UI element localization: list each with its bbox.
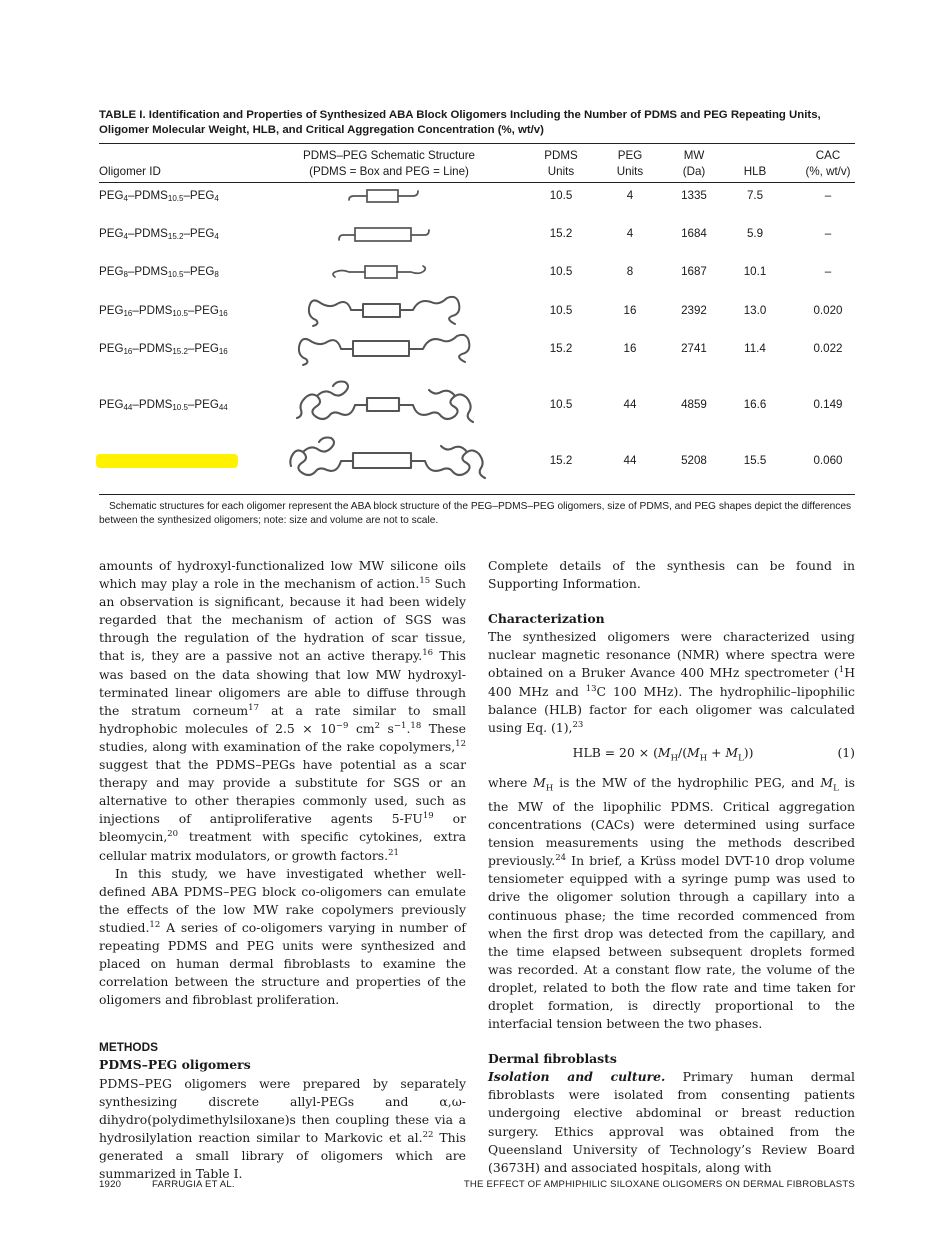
oligomer-id-row-2: $PEG_4-PDMS_{15.2}-PEG_4$ — [99, 227, 219, 241]
cac-row-2: – — [824, 227, 832, 240]
peg-chain-left — [339, 235, 355, 240]
cac-row-5: 0.022 — [813, 342, 843, 355]
peg-chain-right — [397, 266, 425, 273]
mw-row-1: 1335 — [681, 189, 707, 202]
header-pdms-line2: Units — [547, 164, 575, 178]
mw-row-5: 2741 — [681, 342, 707, 355]
peg-chain-right — [399, 390, 473, 422]
peg-chain-left — [297, 382, 367, 420]
peg-units-row-3: 8 — [626, 265, 634, 278]
hlb-row-4: 13.0 — [743, 304, 767, 317]
header-cac-line1: CAC — [815, 149, 841, 162]
peg-units-row-6: 44 — [623, 398, 637, 411]
paragraph-left-2: In this study, we have investigated whether well-defined ABA PDMS–PEG block co-oligomers can emulate the effects of the low MW rake copolymers previously studied.$^{12}$ A series of co-oligomers varying in number of repeating PDMS and PEG units were synthesized and placed on human dermal fibroblasts to examine the correlation between the structure and properties of the oligomers and fibroblast proliferation. — [99, 865, 466, 1008]
schematic-row-6 — [289, 378, 489, 430]
header-schematic-line1: PDMS–PEG Schematic Structure — [302, 149, 476, 162]
pdms-box — [355, 228, 411, 241]
equation-1 — [488, 737, 855, 775]
peg-units-row-5: 16 — [623, 342, 637, 355]
pdms-units-row-2: 15.2 — [549, 227, 573, 240]
header-schematic-line2: (PDMS = Box and PEG = Line) — [309, 164, 469, 178]
peg-chain-right — [400, 297, 459, 324]
pdms-units-row-7: 15.2 — [549, 454, 573, 467]
paragraph-right-2: The synthesized oligomers were characterized using nuclear magnetic resonance (NMR) where spectra were obtained on a Bruker Avance 400 MHz spectrometer ($^1$H 400 MHz and $^{13}$C 100 MHz). The hydrophilic–lipophilic balance (HLB) factor for each oligomer was calculated using Eq. (1),$^{23}$ — [488, 629, 855, 735]
subheading-pdms-peg-oligomers: PDMS–PEG oligomers — [99, 1057, 251, 1073]
hlb-row-3: 10.1 — [743, 265, 767, 278]
paragraph-right-1: Complete details of the synthesis can be found in Supporting Information. — [488, 558, 855, 592]
peg-units-row-2: 4 — [626, 227, 634, 240]
peg-chain-left — [349, 196, 367, 200]
mw-row-3: 1687 — [681, 265, 707, 278]
cac-row-7: 0.060 — [813, 454, 843, 467]
right-column — [488, 557, 855, 1177]
hlb-row-7: 15.5 — [743, 454, 767, 467]
table-top-rule — [99, 143, 855, 144]
header-peg-units — [604, 148, 656, 179]
header-mw-line1: MW — [683, 149, 705, 162]
table-caption: TABLE I. Identification and Properties of Synthesized ABA Block Oligomers Including the Number of PDMS and PEG Repeating Units, Oligomer Molecular Weight, HLB, and Critical Aggregation Concentration (%, wt/v) — [99, 109, 821, 136]
page-number: 1920 — [99, 1179, 122, 1190]
header-mw — [671, 148, 717, 179]
paragraph-left-3: PDMS–PEG oligomers were prepared by separately synthesizing discrete allyl-PEGs and α,ω-dihydro(polydimethylsiloxane)s then coupling these via a hydrosilylation reaction similar to Markovic et al.$^{22}$ This generated a small library of oligomers which are summarized in Table I. — [99, 1075, 466, 1181]
pdms-box — [367, 190, 398, 202]
cac-row-4: 0.020 — [813, 304, 843, 317]
oligomer-id-row-4: $PEG_{16}-PDMS_{10.5}-PEG_{16}$ — [99, 304, 228, 318]
mw-row-4: 2392 — [681, 304, 707, 317]
peg-chain-left — [299, 339, 353, 365]
peg-units-row-7: 44 — [623, 454, 637, 467]
schematic-row-5 — [289, 322, 489, 374]
header-hlb: HLB — [743, 164, 767, 178]
running-authors: FARRUGIA ET AL. — [152, 1179, 235, 1190]
running-title: THE EFFECT OF AMPHIPHILIC SILOXANE OLIGOMERS ON DERMAL FIBROBLASTS — [463, 1179, 855, 1190]
section-heading-methods: METHODS — [99, 1040, 158, 1055]
left-column — [99, 557, 466, 1183]
header-oligomer-id: Oligomer ID — [99, 164, 161, 178]
mw-row-2: 1684 — [681, 227, 707, 240]
pdms-units-row-4: 10.5 — [549, 304, 573, 317]
oligomer-id-row-3: $PEG_8-PDMS_{10.5}-PEG_8$ — [99, 265, 219, 279]
oligomer-id-row-5: $PEG_{16}-PDMS_{15.2}-PEG_{16}$ — [99, 342, 228, 356]
peg-units-row-4: 16 — [623, 304, 637, 317]
peg-chain-right — [398, 191, 418, 196]
header-pdms-units — [535, 148, 587, 179]
subheading-characterization: Characterization — [488, 611, 605, 627]
pdms-units-row-1: 10.5 — [549, 189, 573, 202]
pdms-units-row-6: 10.5 — [549, 398, 573, 411]
pdms-box — [353, 453, 411, 468]
peg-units-row-1: 4 — [626, 189, 634, 202]
cac-row-1: – — [824, 189, 832, 202]
paragraph-right-4: Isolation and culture. Primary human dermal fibroblasts were isolated from consenting patients undergoing elective abdominal or breast reduction surgery. Ethics approval was obtained from the Queensland University of Technology’s Review Board (3673H) and associated hospitals, along with — [488, 1069, 855, 1175]
paragraph-left-1: amounts of hydroxyl-functionalized low MW silicone oils which may play a role in the mechanism of action.$^{15}$ Such an observation is significant, because it had been widely regarded that the mechanism of action of SGS was through the regulation of the hydration of scar tissue, that is, they are a passive not an active therapy.$^{16}$ This was based on the data showing that low MW hydroxyl-terminated linear oligomers are able to diffuse through the stratum corneum$^{17}$ at a rate similar to small hydrophobic molecules of $2.5 \times 10^{-9}$ $cm^2$ $s^{-1}.^{18}$ These studies, along with examination of the rake copolymers,$^{12}$ suggest that the PDMS–PEGs have potential as a scar therapy and may provide a substitute for SGS or an alternative to other therapies commonly used, such as injections of antiproliferative agents 5-FU$^{19}$ or bleomycin,$^{20}$ treatment with specific cytokines, extra cellular matrix modulators, or growth factors.$^{21}$ — [99, 558, 466, 863]
header-pdms-line1: PDMS — [544, 149, 578, 162]
oligomer-id-row-6: $PEG_{44}-PDMS_{10.5}-PEG_{44}$ — [99, 398, 228, 412]
hlb-row-1: 7.5 — [746, 189, 764, 202]
header-peg-line2: Units — [616, 164, 644, 178]
paragraph-right-3: where $M_H$ is the MW of the hydrophilic PEG, and $M_L$ is the MW of the lipophilic PDMS. Critical aggregation concentrations (CACs) were determined using surface tension measurements using the methods described previously.$^{24}$ In brief, a Krüss model DVT-10 drop volume tensiometer equipped with a syringe pump was used to drive the oligomer solution through a capillary into a continuous phase; the time recorded commenced from when the first drop was detected from the capillary, and the time elapsed between subsequent droplets formed was recorded. At a constant flow rate, the volume of the droplet, related to both the flow rate and time taken for droplet formation, is directly proportional to the interfacial tension between the two phases. — [488, 775, 855, 1032]
pdms-units-row-5: 15.2 — [549, 342, 573, 355]
header-cac — [795, 148, 861, 179]
table-footnote: Schematic structures for each oligomer represent the ABA block structure of the PEG–PDMS–PEG oligomers, size of PDMS, and PEG shapes depict the differences between the synthesized oligomers; note: size and volume are not to scale. — [99, 501, 852, 526]
equation-number: (1) — [837, 744, 855, 760]
cac-row-3: – — [824, 265, 832, 278]
cac-row-6: 0.149 — [813, 398, 843, 411]
equation-body: HLB = $20 \times (M_H/(M_H + M_L))$ — [572, 744, 754, 764]
hlb-row-2: 5.9 — [746, 227, 764, 240]
pdms-units-row-3: 10.5 — [549, 265, 573, 278]
peg-chain-right — [411, 446, 485, 478]
pdms-box — [363, 304, 400, 317]
peg-chain-left — [333, 271, 365, 278]
pdms-box — [367, 398, 399, 411]
header-cac-line2: (%, wt/v) — [805, 164, 851, 178]
subheading-dermal-fibroblasts: Dermal fibroblasts — [488, 1051, 617, 1067]
hlb-row-6: 16.6 — [743, 398, 767, 411]
peg-chain-right — [409, 335, 469, 362]
hlb-row-5: 11.4 — [744, 342, 766, 355]
mw-row-7: 5208 — [681, 454, 707, 467]
pdms-box — [353, 341, 409, 356]
header-peg-line1: PEG — [617, 149, 643, 162]
header-mw-line2: (Da) — [682, 164, 706, 178]
oligomer-id-row-1: $PEG_4-PDMS_{10.5}-PEG_4$ — [99, 189, 219, 203]
mw-row-6: 4859 — [681, 398, 707, 411]
pdms-box — [365, 266, 397, 278]
highlight-marker — [96, 454, 238, 468]
peg-chain-left — [290, 438, 353, 476]
table-bottom-rule — [99, 494, 855, 495]
peg-chain-right — [411, 230, 429, 235]
schematic-row-7 — [289, 434, 489, 486]
